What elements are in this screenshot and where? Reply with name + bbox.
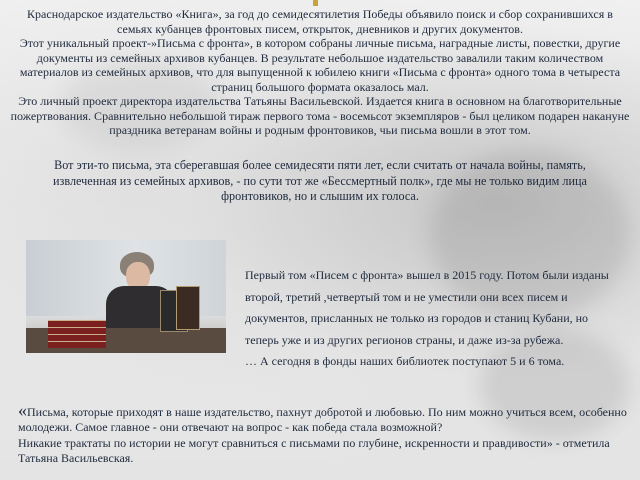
volumes-paragraph-1: Первый том «Писем с фронта» вышел в 2015 году. Потом были изданы второй, третий ,четвертый том и не уместили они всех писем и документов, присланных не только из городов и станиц Кубани, но теперь уже и из других регионов страны, и даже из-за рубежа. — [245, 268, 609, 347]
quote-mark: « — [18, 400, 27, 420]
photo-book-stack — [48, 327, 106, 334]
intro-text — [10, 7, 630, 138]
volumes-paragraph-2: … А сегодня в фонды наших библиотек поступают 5 и 6 тома. — [245, 354, 565, 369]
photo-book — [176, 286, 200, 330]
intro-paragraph-3: Это личный проект директора издательства Татьяны Васильевской. Издается книга в основном на благотворительные пожертвования. Сравнительно небольшой тираж первого тома - восемьсот экземпляров - был целиком подарен накануне праздника ветеранам войны и родным фронтовиков, чьи письма вошли в этот том. — [10, 94, 630, 137]
director-quote-line-2: Никакие трактаты по истории не могут сравниться с письмами по глубине, искренности и правдивости» - отметила Татьяна Васильевская. — [18, 435, 610, 466]
memory-quote: Вот эти-то письма, эта сберегавшая более семидесяти пяти лет, если считать от начала войны, память, извлеченная из семейных архивов, - по сути тот же «Бессмертный полк», где мы не только видим лица фронтовиков, но и слышим их голоса. — [53, 158, 587, 204]
intro-paragraph-1: Краснодарское издательство «Книга», за год до семидесятилетия Победы объявило поиск и сбор сохранившихся в семьях кубанцев фронтовых писем, открыток, дневников и других документов. — [27, 7, 613, 36]
photo-book-stack — [48, 320, 106, 327]
director-quote — [18, 400, 628, 467]
decorative-marker — [313, 0, 318, 6]
photo-book-stack — [48, 334, 106, 341]
volumes-text — [245, 265, 615, 373]
photo-book-stack — [48, 341, 106, 348]
director-quote-text: Письма, которые приходят в наше издательство, пахнут добротой и любовью. По ним можно учиться всем, особенно молодежи. Самое главное - они отвечают на вопрос - как победа стала возможной? — [18, 405, 627, 435]
director-quote-line-1 — [18, 400, 628, 436]
woman-with-books-photo — [26, 240, 226, 353]
intro-paragraph-2: Этот уникальный проект-»Письма с фронта», в котором собраны личные письма, наградные листы, повестки, другие документы из семейных архивов кубанцев. В результате небольшое издательство завалили таким количеством материалов из семейных архивов, что для выпущенной к юбилею книги «Письма с фронта» одного тома в четыреста страниц большого формата оказалось мал. — [19, 36, 621, 94]
